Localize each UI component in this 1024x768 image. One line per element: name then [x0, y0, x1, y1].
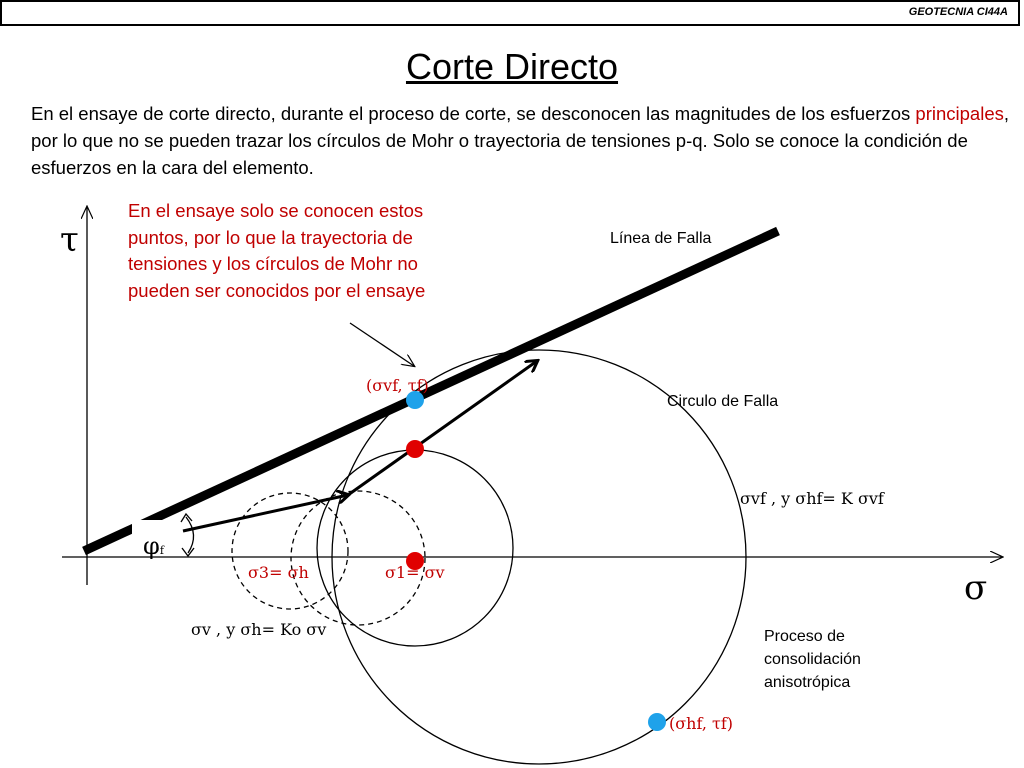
point-bottom-label: (σhf, τf)	[669, 714, 734, 733]
point-red-mid	[406, 440, 424, 458]
sigma-axis-label: σ	[964, 568, 988, 608]
phi-subscript: f	[159, 544, 164, 557]
sigma-vf-label: σvf , y σhf= K σvf	[740, 489, 884, 508]
phi-arc	[186, 517, 194, 553]
intro-part2: , por lo que no se pueden trazar los círculos de Mohr o trayectoria de tensiones p-q. Solo se conoce la condición de esfuerzos en la cara del elemento.	[31, 103, 1009, 178]
sigma-v0-label: σv , y σh= Ko σv	[191, 620, 327, 639]
point-sigma-hf	[648, 713, 666, 731]
phi-label	[143, 532, 164, 560]
tau-axis-label: τ	[60, 220, 79, 260]
dashed-circle-small	[232, 493, 348, 609]
header-tag: GEOTECNIA CI44A	[908, 6, 1008, 18]
intro-highlight: principales	[915, 103, 1004, 124]
failure-line-label: Línea de Falla	[610, 230, 712, 247]
dashed-circle-medium	[291, 491, 425, 625]
sigma1-label: σ1= σv	[385, 563, 445, 582]
intro-part1: En el ensaye de corte directo, durante el proceso de corte, se desconocen las magnitudes de los esfuerzos	[31, 103, 916, 124]
callout-text: En el ensaye solo se conocen estos puntos, por lo que la trayectoria de tensiones y los círculos de Mohr no pueden ser conocidos por el ensaye	[128, 200, 426, 301]
phi-symbol: φ	[143, 532, 160, 560]
consolidation-label: Proceso de consolidación anisotrópica	[764, 628, 861, 691]
sigma3-label: σ3= σh	[248, 563, 309, 582]
page-title: Corte Directo	[405, 46, 619, 87]
callout-pointer	[350, 323, 414, 366]
failure-circle-label: Circulo de Falla	[667, 393, 779, 410]
failure-line	[84, 231, 778, 551]
point-top-label: (σvf, τf)	[366, 376, 429, 395]
